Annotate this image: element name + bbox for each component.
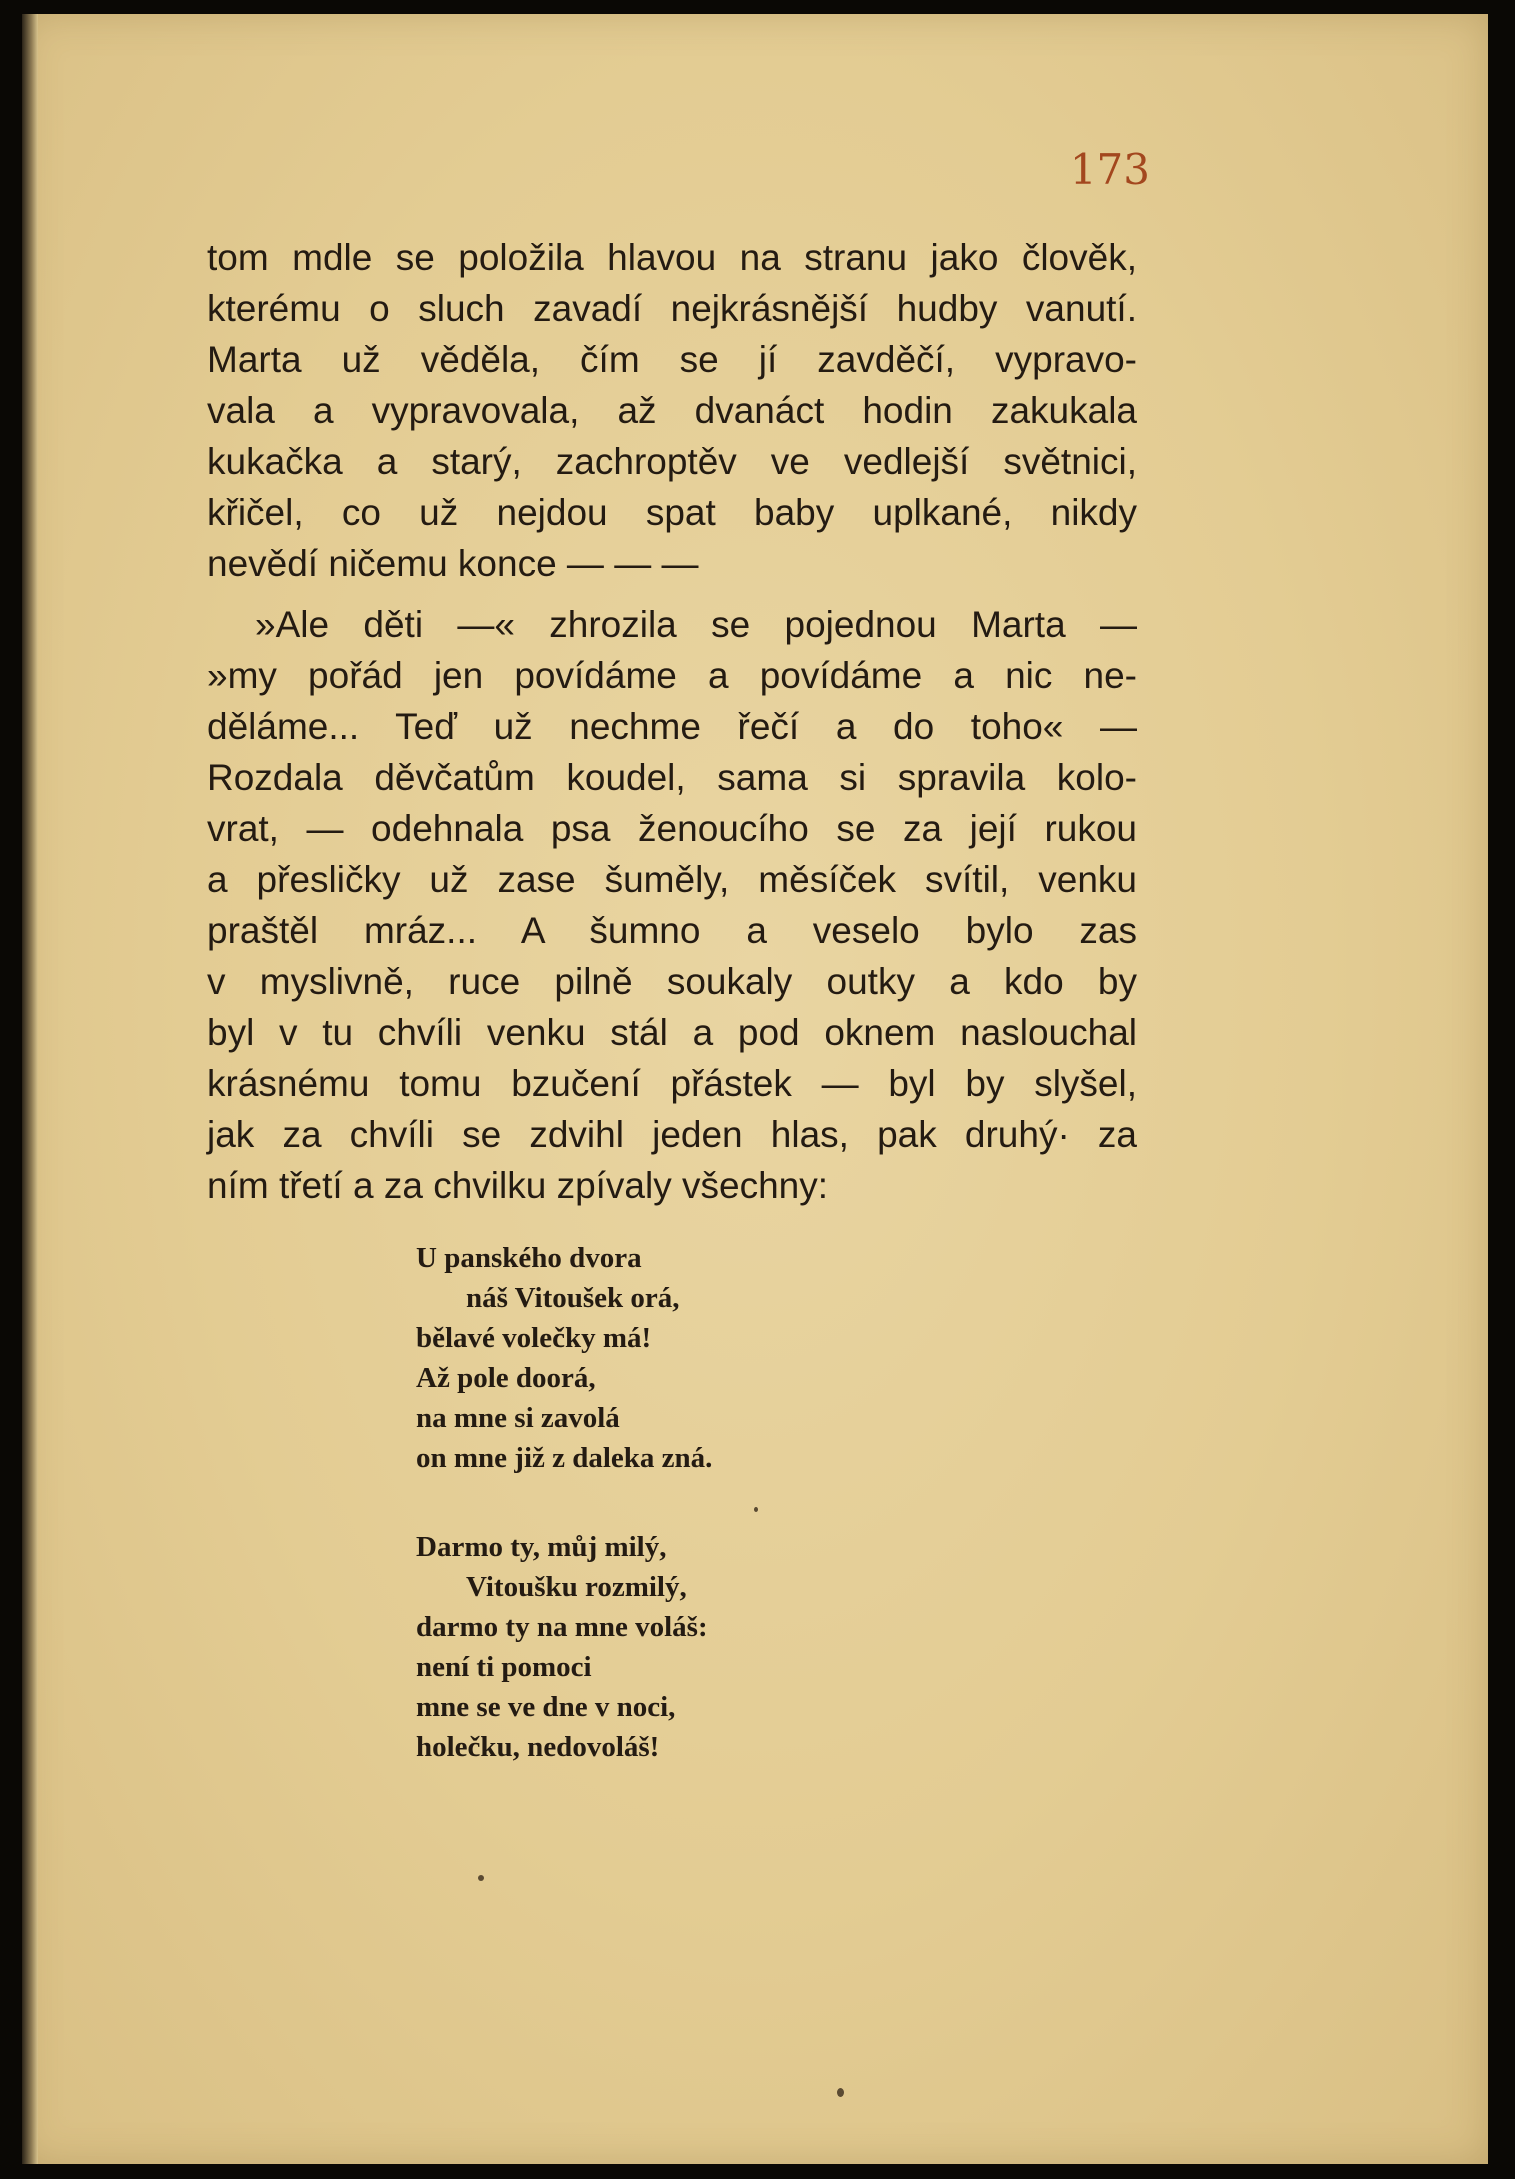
- verse-line: Darmo ty, můj milý,: [416, 1531, 667, 1563]
- text-line: a přesličky už zase šuměly, měsíček svítil, venku: [207, 859, 1137, 900]
- page-binding-edge: [22, 14, 38, 2164]
- verse-line: Až pole doorá,: [416, 1362, 596, 1394]
- paper-speck: [478, 1875, 484, 1881]
- song-stanza-2: [416, 1527, 1116, 1767]
- verse-line: darmo ty na mne voláš:: [416, 1611, 708, 1643]
- verse-line: on mne již z daleka zná.: [416, 1442, 713, 1474]
- song-stanza-1: [416, 1238, 1116, 1478]
- verse-line: U panského dvora: [416, 1242, 642, 1274]
- text-line: kterému o sluch zavadí nejkrásnější hudby vanutí.: [207, 288, 1137, 329]
- verse-line: mne se ve dne v noci,: [416, 1691, 676, 1723]
- verse-line: náš Vitoušek orá,: [466, 1282, 680, 1314]
- body-text: [207, 232, 1137, 1211]
- text-line: byl v tu chvíli venku stál a pod oknem naslouchal: [207, 1012, 1137, 1053]
- paragraph-gap: [207, 589, 1137, 599]
- paper-speck: [754, 1507, 758, 1512]
- paper-speck: [837, 2088, 844, 2097]
- text-line: Marta už věděla, čím se jí zavděčí, vypravo-: [207, 339, 1137, 380]
- page-number: 173: [1069, 145, 1150, 194]
- text-line: Rozdala děvčatům koudel, sama si spravila kolo-: [207, 757, 1137, 798]
- text-line: praštěl mráz... A šumno a veselo bylo zas: [207, 910, 1137, 951]
- text-line: jak za chvíli se zdvihl jeden hlas, pak druhý· za: [207, 1114, 1137, 1155]
- text-line: vrat, — odehnala psa ženoucího se za její rukou: [207, 808, 1137, 849]
- text-line: kukačka a starý, zachroptěv ve vedlejší světnici,: [207, 441, 1137, 482]
- verse-line: holečku, nedovoláš!: [416, 1731, 660, 1763]
- verse-line: není ti pomoci: [416, 1651, 592, 1683]
- text-line: krásnému tomu bzučení přástek — byl by slyšel,: [207, 1063, 1137, 1104]
- verse-line: Vitoušku rozmilý,: [466, 1571, 687, 1603]
- text-line: v myslivně, ruce pilně soukaly outky a kdo by: [207, 961, 1137, 1002]
- text-line: tom mdle se položila hlavou na stranu jako člověk,: [207, 237, 1137, 278]
- text-line: děláme... Teď už nechme řečí a do toho« —: [207, 706, 1137, 747]
- text-line: vala a vypravovala, až dvanáct hodin zakukala: [207, 390, 1137, 431]
- text-line: »my pořád jen povídáme a povídáme a nic ne-: [207, 655, 1137, 696]
- text-line: »Ale děti —« zhrozila se pojednou Marta —: [255, 604, 1137, 645]
- verse-line: na mne si zavolá: [416, 1402, 620, 1434]
- text-line: křičel, co už nejdou spat baby uplkané, nikdy: [207, 492, 1137, 533]
- verse-line: bělavé volečky má!: [416, 1322, 652, 1354]
- text-line: ním třetí a za chvilku zpívaly všechny:: [207, 1165, 829, 1206]
- text-line: nevědí ničemu konce — — —: [207, 543, 699, 584]
